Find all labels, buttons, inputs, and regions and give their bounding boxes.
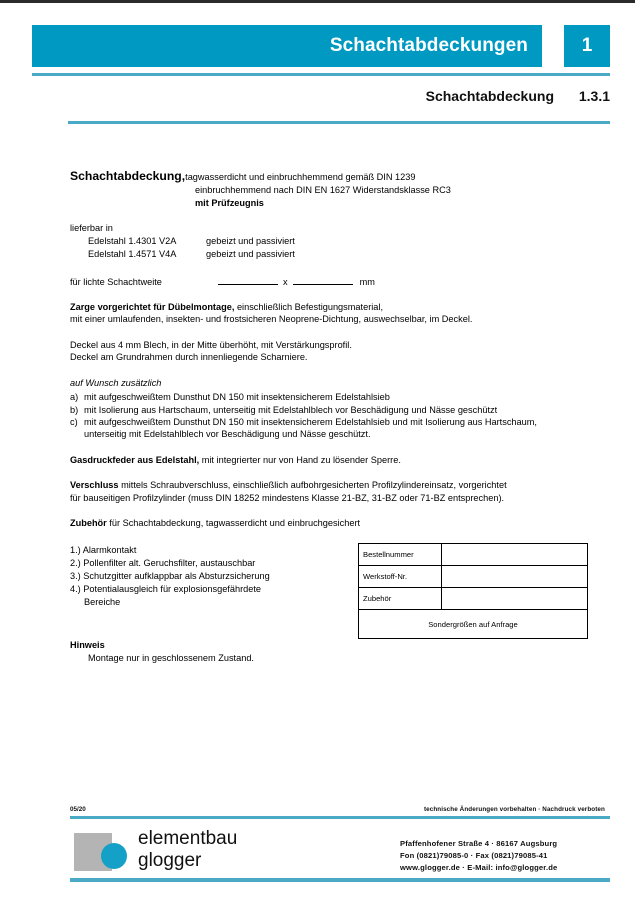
chapter-number: 1	[581, 35, 593, 56]
option-text-a: mit aufgeschweißtem Dunsthut DN 150 mit insektensicherem Edelstahlsieb	[84, 392, 390, 403]
footer-rule-upper	[70, 816, 610, 819]
zubehoer-heading-rest: für Schachtabdeckung, tagwasserdicht und einbruchgesichert	[106, 518, 361, 529]
zubehoer-heading-block	[70, 517, 570, 529]
hinweis-text: Montage nur in geschlossenem Zustand.	[88, 653, 254, 664]
lieferbar-heading: lieferbar in	[70, 223, 113, 234]
list-item: 3.) Schutzgitter aufklappbar als Absturzsicherung	[70, 571, 270, 582]
chapter-header-bar	[32, 25, 542, 67]
company-logo-wordmark	[138, 828, 237, 873]
footer-date-code: 05/20	[70, 806, 86, 813]
table-row	[359, 588, 588, 610]
address-line-2: Fon (0821)79085-0 · Fax (0821)79085-41	[400, 850, 548, 860]
accessory-list	[70, 544, 340, 609]
hinweis-block	[70, 639, 254, 666]
section-title: Schachtabdeckung	[425, 88, 554, 104]
list-item	[70, 391, 570, 403]
list-item	[70, 416, 570, 441]
zubehoer-heading-line	[70, 517, 570, 529]
address-line-3: www.glogger.de · E-Mail: info@glogger.de	[400, 862, 558, 872]
options-heading: auf Wunsch zusätzlich	[70, 377, 162, 388]
option-marker-c: c)	[70, 416, 78, 427]
order-label-werkstoff-nr: Werkstoff-Nr.	[359, 566, 442, 588]
zarge-line-1	[70, 301, 570, 313]
option-marker-b: b)	[70, 404, 79, 415]
option-text-b: mit Isolierung aus Hartschaum, unterseitig mit Edelstahlblech vor Beschädigung und Nässe geschützt	[84, 404, 498, 415]
list-item: 2.) Pollenfilter alt. Geruchsfilter, austauschbar	[70, 558, 256, 569]
order-value-bestellnummer[interactable]	[441, 544, 587, 566]
verschluss-bold-lead: Verschluss	[70, 480, 119, 491]
gasdruckfeder-bold-lead: Gasdruckfeder aus Edelstahl,	[70, 454, 200, 465]
list-item-continuation: Bereiche	[84, 597, 121, 608]
product-desc-line-1: tagwasserdicht und einbruchhemmend gemäß DIN 1239	[185, 172, 416, 182]
lieferbar-finish-1: gebeizt und passiviert	[206, 235, 295, 246]
company-address	[400, 838, 557, 873]
product-desc-line-2: einbruchhemmend nach DIN EN 1627 Widerstandsklasse RC3	[195, 185, 451, 196]
hinweis-title: Hinweis	[70, 640, 105, 650]
order-value-zubehoer[interactable]	[441, 588, 587, 610]
schachtweite-label: für lichte Schachtweite	[70, 276, 162, 287]
verschluss-line-2: für bauseitigen Profilzylinder (muss DIN 18252 mindestens Klasse 21-BZ, 31-BZ oder 71-BZ entsprechen).	[70, 492, 505, 503]
footer-rule-lower	[70, 878, 610, 882]
section-header	[32, 88, 610, 104]
chapter-number-box	[564, 25, 610, 67]
lieferbar-table	[88, 235, 295, 262]
header-rule-lower	[68, 121, 610, 124]
chapter-title: Schachtabdeckungen	[329, 35, 528, 56]
specification-body	[70, 168, 570, 529]
zarge-block	[70, 301, 570, 326]
schachtweite-separator: x	[283, 276, 288, 287]
product-lead-line-1	[70, 168, 570, 184]
table-row	[88, 248, 295, 261]
lieferbar-material-1: Edelstahl 1.4301 V2A	[88, 235, 177, 246]
order-label-zubehoer: Zubehör	[359, 588, 442, 610]
footer-disclaimer: technische Änderungen vorbehalten · Nachdruck verboten	[423, 806, 605, 813]
product-lead	[70, 168, 570, 209]
zubehoer-bold-lead: Zubehör	[70, 518, 107, 529]
order-value-werkstoff-nr[interactable]	[441, 566, 587, 588]
table-row	[359, 566, 588, 588]
list-item	[70, 404, 570, 416]
logo-line-2: glogger	[138, 850, 202, 872]
deckel-line-1: Deckel aus 4 mm Blech, in der Mitte überhöht, mit Verstärkungsprofil.	[70, 339, 352, 350]
address-line-1: Pfaffenhofener Straße 4 · 86167 Augsburg	[400, 839, 558, 848]
gasdruckfeder-block	[70, 454, 570, 466]
table-row	[359, 544, 588, 566]
options-list	[70, 391, 570, 441]
option-marker-a: a)	[70, 392, 79, 403]
gasdruckfeder-rest: mit integrierter nur von Hand zu lösender Sperre.	[199, 454, 401, 465]
list-item: 1.) Alarmkontakt	[70, 545, 137, 555]
header-rule-upper	[32, 73, 610, 76]
table-row	[359, 610, 588, 639]
deckel-block	[70, 339, 570, 364]
option-text-c: mit aufgeschweißtem Dunsthut DN 150 mit insektensicherem Edelstahlsieb und mit Isolierung aus Hartschaum, unterseitig mit Edelstahlblech vor Beschädigung und Nässe geschützt.	[84, 416, 537, 440]
logo-circle-icon	[101, 843, 127, 869]
schachtweite-row	[70, 275, 570, 288]
deckel-line-2: Deckel am Grundrahmen durch innenliegende Scharniere.	[70, 352, 308, 363]
list-item: 4.) Potentialausgleich für explosionsgefährdete	[70, 584, 262, 595]
logo-line-1: elementbau	[138, 828, 238, 849]
product-name: Schachtabdeckung,	[70, 169, 186, 183]
table-row	[88, 235, 295, 248]
zarge-line-2: mit einer umlaufenden, insekten- und frostsicheren Neoprene-Dichtung, auswechselbar, im Deckel.	[70, 314, 473, 325]
verschluss-line-1	[70, 479, 570, 491]
verschluss-line-1-rest: mittels Schraubverschluss, einschließlich aufbohrgesicherten Profilzylindereinsatz, vorgerichtet	[118, 480, 507, 491]
order-table	[358, 543, 588, 639]
section-number: 1.3.1	[578, 88, 610, 104]
top-edge-strip	[0, 0, 635, 3]
gasdruckfeder-line	[70, 454, 570, 466]
schachtweite-length-field[interactable]	[293, 275, 353, 285]
order-label-bestellnummer: Bestellnummer	[359, 544, 442, 566]
lieferbar-finish-2: gebeizt und passiviert	[206, 249, 295, 260]
order-table-footer: Sondergrößen auf Anfrage	[359, 610, 588, 639]
lieferbar-block	[70, 222, 570, 261]
lieferbar-material-2: Edelstahl 1.4571 V4A	[88, 249, 177, 260]
options-block	[70, 377, 570, 441]
schachtweite-width-field[interactable]	[218, 275, 278, 285]
zarge-line-1-rest: einschließlich Befestigungsmaterial,	[234, 302, 383, 312]
verschluss-block	[70, 479, 570, 504]
schachtweite-unit: mm	[359, 276, 375, 287]
zarge-bold-lead: Zarge vorgerichtet für Dübelmontage,	[70, 302, 235, 312]
product-desc-line-3: mit Prüfzeugnis	[195, 197, 264, 208]
